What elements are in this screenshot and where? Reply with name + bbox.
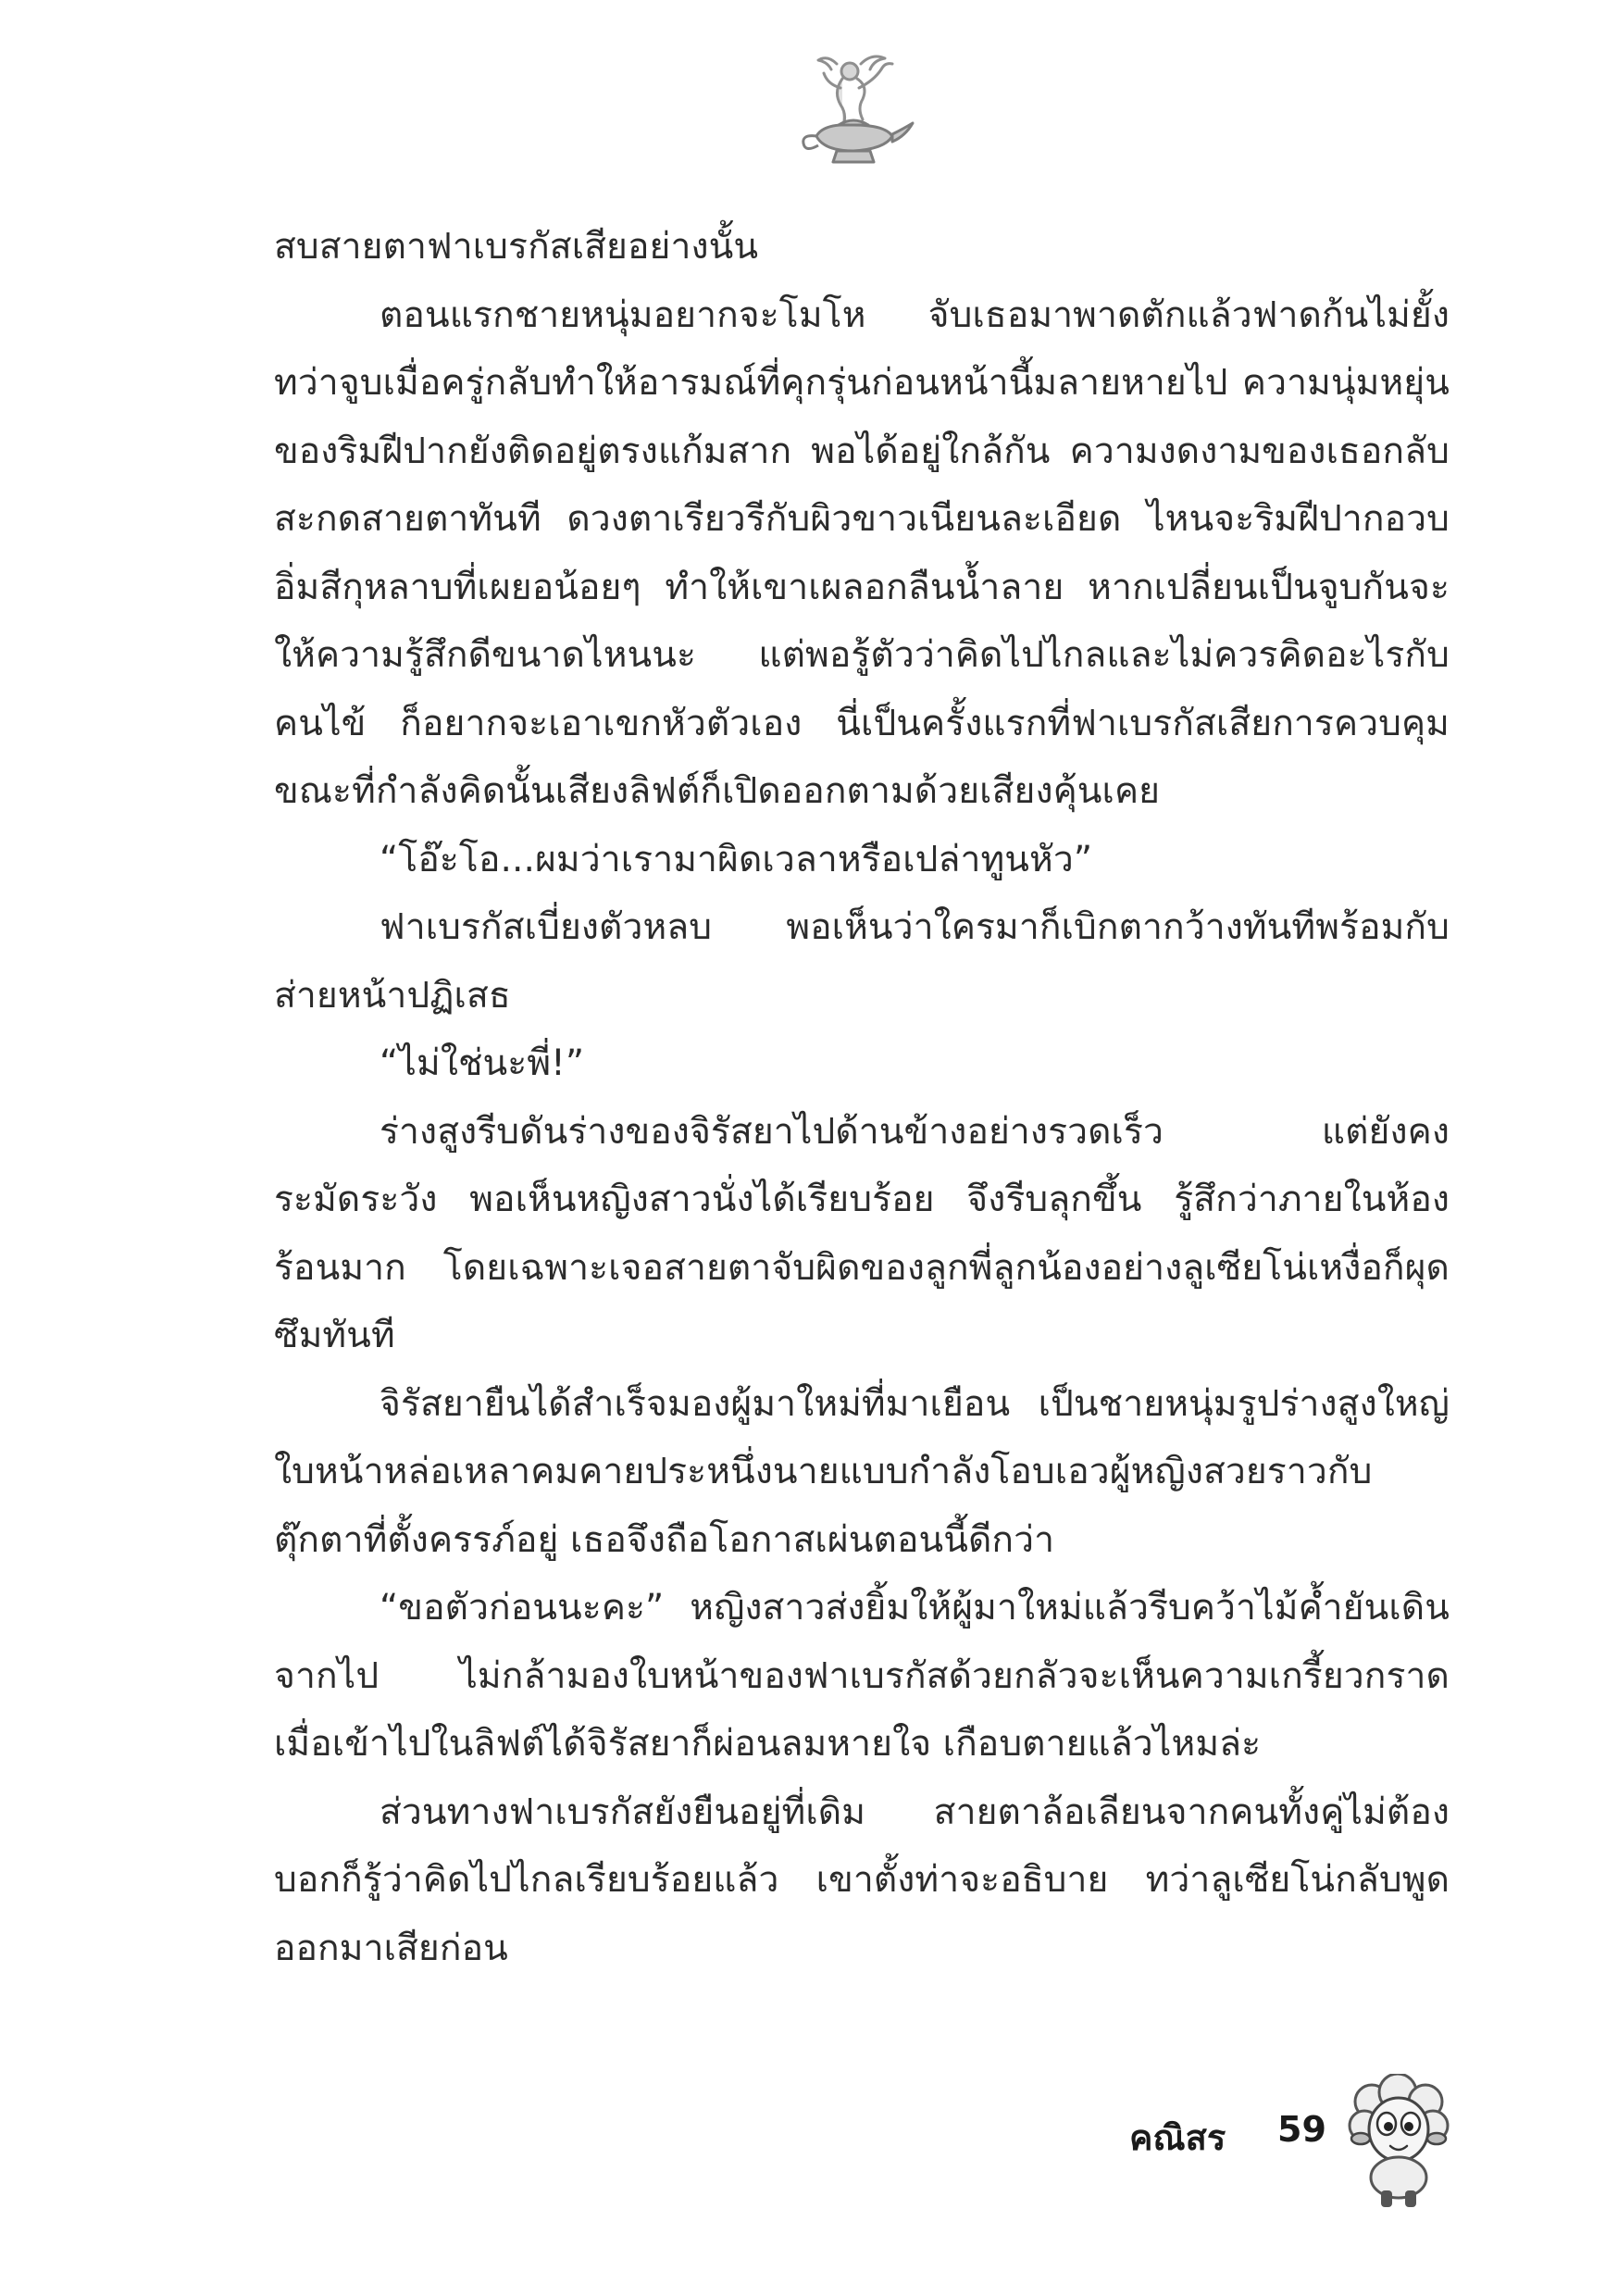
footer-author: คณิสร [1129, 2117, 1226, 2158]
paragraph: “โอ๊ะโอ...ผมว่าเรามาผิดเวลาหรือเปล่าทูนหัว” [380, 838, 1093, 880]
sheep-mascot-icon [1344, 2074, 1453, 2213]
genie-lamp-emblem-icon [796, 51, 916, 171]
page-footer [1092, 2074, 1462, 2213]
paragraph: สบสายตาฟาเบรกัสเสียอย่างนั้น [274, 226, 759, 268]
chapter-body [274, 213, 1450, 1982]
paragraph: ตอนแรกชายหนุ่มอยากจะโมโห จับเธอมาพาดตักแล้วฟาดก้นไม่ยั้ง ทว่าจูบเมื่อครู่กลับทำให้อารมณ์ที่คุกรุ่นก่อนหน้านี้มลายหายไป ความนุ่มหยุ่นของริมฝีปากยังติดอยู่ตรงแก้มสาก พอได้อยู่ใกล้กัน ความงดงามของเธอกลับสะกดสายตาทันที ดวงตาเรียวรีกับผิวขาวเนียนละเอียด ไหนจะริมฝีปากอวบอิ่มสีกุหลาบที่เผยอน้อยๆ ทำให้เขาเผลอกลืนน้ำลาย หากเปลี่ยนเป็นจูบกันจะให้ความรู้สึกดีขนาดไหนนะ แต่พอรู้ตัวว่าคิดไปไกลและไม่ควรคิดอะไรกับคนไข้ ก็อยากจะเอาเขกหัวตัวเอง นี่เป็นครั้งแรกที่ฟาเบรกัสเสียการควบคุม ขณะที่กำลังคิดนั้นเสียงลิฟต์ก็เปิดออกตามด้วยเสียงคุ้นเคย [274, 293, 1450, 812]
page-number: 59 [1277, 2109, 1326, 2150]
paragraph: “ขอตัวก่อนนะคะ” หญิงสาวส่งยิ้มให้ผู้มาใหม่แล้วรีบคว้าไม้ค้ำยันเดินจากไป ไม่กล้ามองใบหน้าของฟาเบรกัสด้วยกลัวจะเห็นความเกรี้ยวกราด เมื่อเข้าไปในลิฟต์ได้จิรัสยาก็ผ่อนลมหายใจ เกือบตายแล้วไหมล่ะ [274, 1587, 1450, 1765]
paragraph: ร่างสูงรีบดันร่างของจิรัสยาไปด้านข้างอย่างรวดเร็ว แต่ยังคงระมัดระวัง พอเห็นหญิงสาวนั่งได้เรียบร้อย จึงรีบลุกขึ้น รู้สึกว่าภายในห้องร้อนมาก โดยเฉพาะเจอสายตาจับผิดของลูกพี่ลูกน้องอย่างลูเซียโน่เหงื่อก็ผุดซึมทันที [274, 1110, 1450, 1356]
paragraph: ฟาเบรกัสเบี่ยงตัวหลบ พอเห็นว่าใครมาก็เบิกตากว้างทันทีพร้อมกับส่ายหน้าปฏิเสธ [274, 906, 1450, 1017]
paragraph: ส่วนทางฟาเบรกัสยังยืนอยู่ที่เดิม สายตาล้อเลียนจากคนทั้งคู่ไม่ต้องบอกก็รู้ว่าคิดไปไกลเรียบร้อยแล้ว เขาตั้งท่าจะอธิบาย ทว่าลูเซียโน่กลับพูดออกมาเสียก่อน [274, 1791, 1450, 1969]
paragraph: “ไม่ใช่นะพี่!” [380, 1042, 585, 1084]
paragraph: จิรัสยายืนได้สำเร็จมองผู้มาใหม่ที่มาเยือน เป็นชายหนุ่มรูปร่างสูงใหญ่ ใบหน้าหล่อเหลาคมคายประหนึ่งนายแบบกำลังโอบเอวผู้หญิงสวยราวกับตุ๊กตาที่ตั้งครรภ์อยู่ เธอจึงถือโอกาสเผ่นตอนนี้ดีกว่า [274, 1382, 1450, 1561]
